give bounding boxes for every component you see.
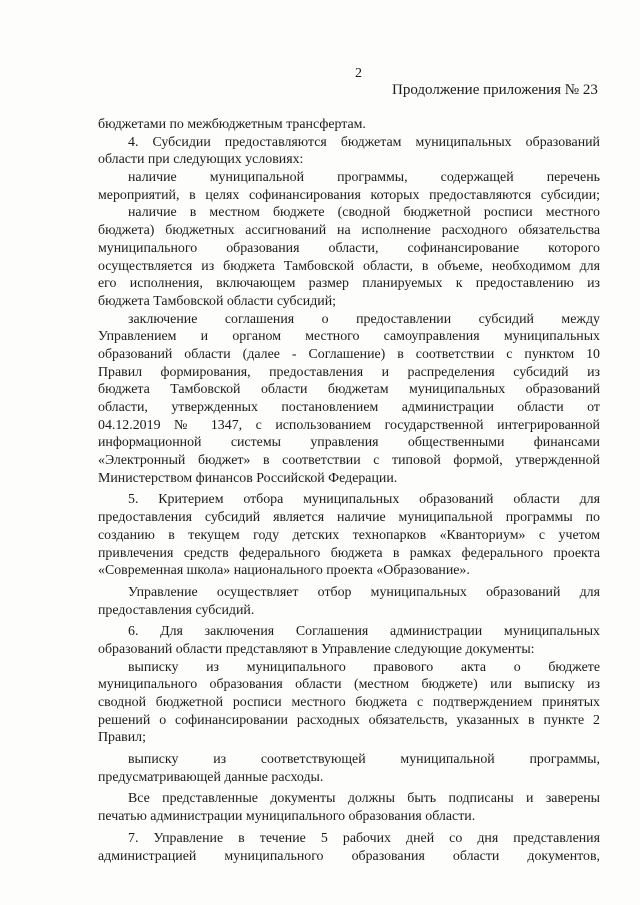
text-line: печатью администрации муниципального образования области. xyxy=(98,809,476,825)
text-line: 6. Для заключения Соглашения администрации муниципальных xyxy=(128,624,600,640)
text-line: выписку из муниципального правового акта о бюджете xyxy=(128,659,600,675)
text-line: Министерством финансов Российской Федерации. xyxy=(98,470,398,486)
text-line: выписку из соответствующей муниципальной программы, xyxy=(128,752,600,768)
text-line: созданию в текущем году детских технопарков «Кванториум» с учетом xyxy=(98,527,600,543)
text-line: его исполнения, включающем размер планируемых к предоставлению из xyxy=(98,276,600,292)
text-line: информационной системы управления общественными финансами xyxy=(98,435,600,451)
text-line: Правил; xyxy=(98,730,146,746)
text-line: 7. Управление в течение 5 рабочих дней со дня представления xyxy=(128,830,600,846)
text-line: Управлением и органом местного самоуправления муниципальных xyxy=(98,329,600,345)
text-line: 4. Субсидии предоставляются бюджетам муниципальных образований xyxy=(128,134,600,150)
text-line: привлечения средств федерального бюджета в рамках федерального проекта xyxy=(98,545,600,561)
text-line: сводной бюджетной росписи местного бюджета с подтверждением принятых xyxy=(98,695,600,710)
text-line: Управление осуществляет отбор муниципальных образований для xyxy=(128,584,600,600)
text-line: осуществляется из бюджета Тамбовской области, в объеме, необходимом для xyxy=(98,258,600,274)
text-line: предусматривающей данные расходы. xyxy=(98,769,324,785)
text-line: наличие муниципальной программы, содержащей перечень xyxy=(128,170,600,186)
text-line: заключение соглашения о предоставлении субсидий между xyxy=(128,311,600,327)
text-line: бюджета Тамбовской области субсидий; xyxy=(98,293,337,309)
text-line: Все представленные документы должны быть подписаны и заверены xyxy=(128,791,600,807)
text-line: решений о софинансировании расходных обязательств, указанных в пункте 2 xyxy=(98,712,600,728)
text-line: образований области (далее - Соглашение) в соответствии с пунктом 10 xyxy=(98,346,600,362)
text-line: мероприятий, в целях софинансирования которых предоставляются субсидии; xyxy=(98,187,600,203)
page-number: 2 xyxy=(355,66,362,81)
text-line: муниципального образования области, софинансирование которого xyxy=(98,240,600,256)
text-line: муниципального образования области (местном бюджете) или выписку из xyxy=(98,677,600,693)
text-line: области, утвержденных постановлением администрации области от xyxy=(98,400,600,415)
text-line: предоставления субсидий. xyxy=(98,602,255,618)
text-line: предоставления субсидий является наличие муниципальной программы по xyxy=(98,510,600,526)
text-line: бюджетами по межбюджетным трансфертам. xyxy=(98,117,366,132)
text-line: бюджета) бюджетных ассигнований на исполнение расходного обязательства xyxy=(98,223,600,239)
text-line: бюджета Тамбовской области бюджетам муниципальных образований xyxy=(98,382,600,398)
text-line: области при следующих условиях: xyxy=(98,152,304,168)
text-line: «Современная школа» национального проекта «Образование». xyxy=(98,563,470,579)
text-line: наличие в местном бюджете (сводной бюджетной росписи местного xyxy=(128,205,600,221)
text-line: 5. Критерием отбора муниципальных образований области для xyxy=(128,492,600,508)
text-line: Правил формирования, предоставления и распределения субсидий из xyxy=(98,364,600,380)
document-body xyxy=(98,116,600,865)
text-line: образований области представляют в Управление следующие документы: xyxy=(98,641,535,657)
text-line: 04.12.2019 № 1347, с использованием государственной интегрированной xyxy=(98,417,600,433)
text-line: администрацией муниципального образования области документов, xyxy=(98,848,600,864)
text-line: «Электронный бюджет» в соответствии с типовой формой, утвержденной xyxy=(98,453,600,469)
appendix-continuation-heading: Продолжение приложения № 23 xyxy=(392,82,598,98)
